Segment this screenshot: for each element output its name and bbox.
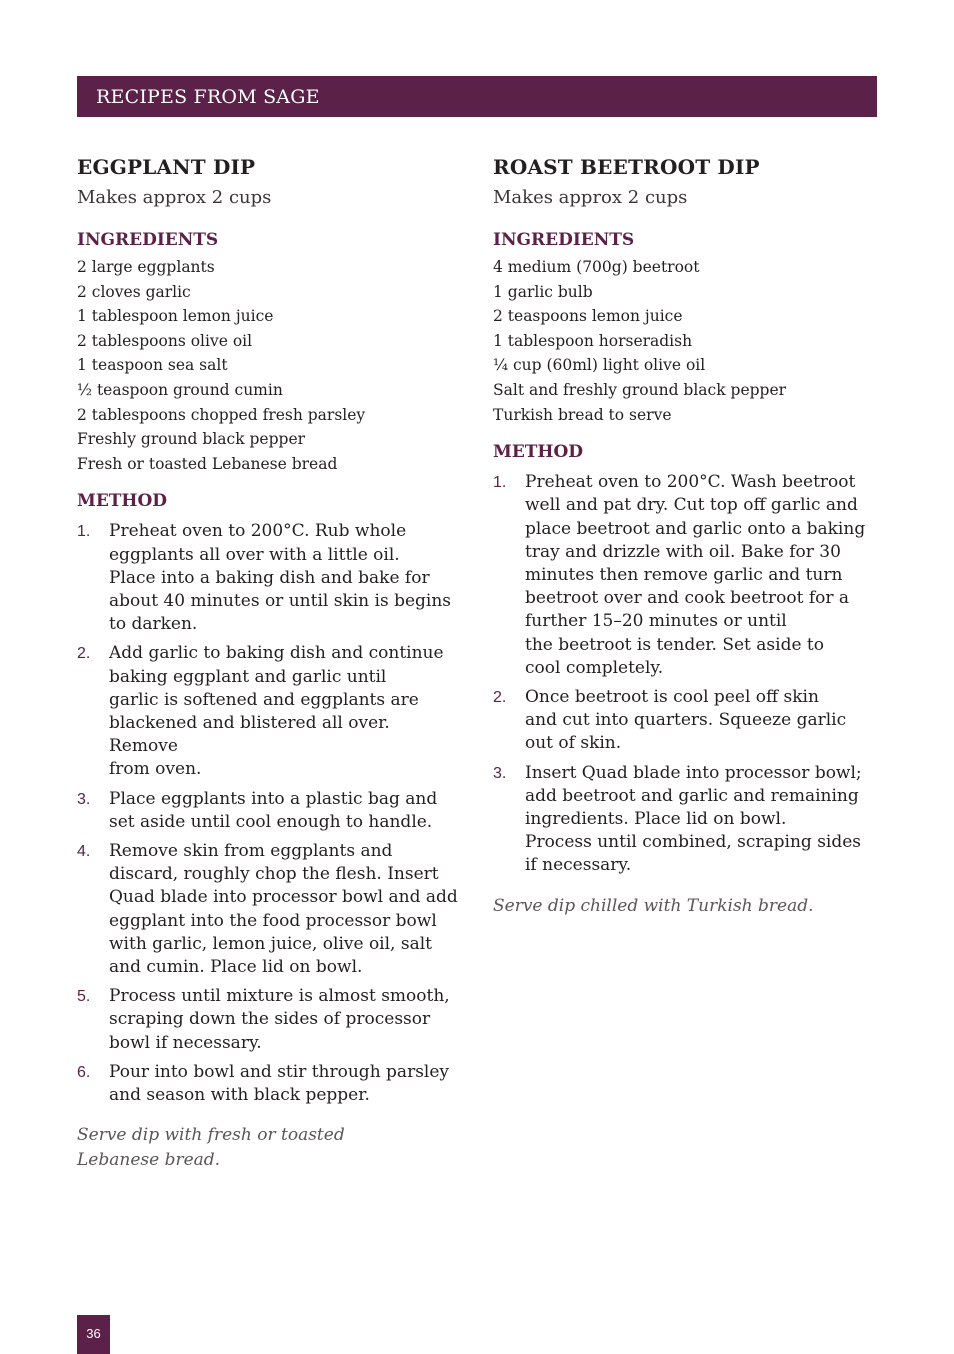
step-text-line: cool completely. [525, 657, 664, 678]
ingredient-item: ¼ cup (60ml) light olive oil [493, 356, 706, 375]
step-text-line: well and pat dry. Cut top off garlic and [525, 495, 858, 516]
step-number: 5. [77, 988, 91, 1006]
step-number: 1. [77, 523, 91, 541]
method-step [77, 840, 462, 979]
step-text-line: Preheat oven to 200°C. Rub whole [109, 521, 407, 542]
method-step [77, 642, 462, 781]
step-text-line: Process until combined, scraping sides [525, 832, 862, 853]
step-text-line: place beetroot and garlic onto a baking [525, 518, 866, 539]
ingredient-item: 1 tablespoon horseradish [493, 331, 693, 350]
step-text-line: Remove skin from eggplants and [109, 840, 393, 861]
step-text-line: beetroot over and cook beetroot for a [525, 588, 850, 609]
step-text-line: and season with black pepper. [109, 1085, 370, 1106]
serving-note-line: Serve dip with fresh or toasted [77, 1125, 345, 1146]
serving-note-line: Serve dip chilled with Turkish bread. [493, 895, 814, 916]
recipe-eggplant-dip [77, 153, 462, 1173]
ingredient-item: Fresh or toasted Lebanese bread [77, 454, 338, 473]
step-number: 6. [77, 1063, 91, 1081]
step-text-line: with garlic, lemon juice, olive oil, salt [109, 933, 432, 954]
recipe-title: EGGPLANT DIP [77, 155, 256, 179]
serving-note [77, 1123, 462, 1173]
step-text-line: eggplant into the food processor bowl [109, 910, 437, 931]
method-step [77, 520, 462, 636]
step-text-line: out of skin. [525, 733, 622, 754]
step-text-line: set aside until cool enough to handle. [109, 811, 433, 832]
step-text-line: tray and drizzle with oil. Bake for 30 [525, 541, 841, 562]
ingredient-item: ½ teaspoon ground cumin [77, 380, 283, 399]
step-text-line: Quad blade into processor bowl and add [109, 887, 458, 908]
method-steps [493, 471, 868, 877]
serving-note [493, 894, 868, 919]
step-number: 1. [493, 474, 507, 492]
recipe-title: ROAST BEETROOT DIP [493, 155, 760, 179]
step-number: 4. [77, 842, 91, 860]
method-step [77, 985, 462, 1055]
method-heading: METHOD [77, 491, 168, 512]
ingredient-item: 2 tablespoons olive oil [77, 331, 253, 350]
step-text-line: Once beetroot is cool peel off skin [525, 686, 819, 707]
step-text-line: bowl if necessary. [109, 1032, 262, 1053]
step-text-line: baking eggplant and garlic until [109, 666, 387, 687]
step-text-line: garlic is softened and eggplants are [109, 689, 419, 710]
serving-note-line: Lebanese bread. [77, 1150, 221, 1171]
ingredient-item: 2 cloves garlic [77, 282, 191, 301]
recipe-yield: Makes approx 2 cups [77, 187, 272, 208]
step-text-line: further 15–20 minutes or until [525, 611, 787, 632]
ingredients-list [493, 255, 868, 427]
page-number-badge [77, 1315, 110, 1354]
method-heading: METHOD [493, 442, 584, 463]
method-step [77, 788, 462, 834]
step-text-line: ingredients. Place lid on bowl. [525, 809, 787, 829]
method-step [493, 762, 868, 878]
step-text-line: Place into a baking dish and bake for [109, 567, 430, 588]
ingredient-item: 2 tablespoons chopped fresh parsley [77, 405, 366, 424]
ingredient-item: 2 large eggplants [77, 258, 215, 276]
banner-title: RECIPES FROM SAGE [96, 86, 320, 108]
ingredients-heading: INGREDIENTS [493, 230, 635, 250]
step-text-line: Pour into bowl and stir through parsley [109, 1061, 450, 1082]
ingredient-item: Turkish bread to serve [493, 405, 672, 424]
step-text-line: discard, roughly chop the flesh. Insert [109, 864, 439, 885]
method-step [77, 1061, 462, 1107]
ingredients-heading: INGREDIENTS [77, 230, 219, 250]
ingredient-item: 1 teaspoon sea salt [77, 356, 228, 375]
page-number: 36 [86, 1326, 101, 1341]
step-text-line: eggplants all over with a little oil. [109, 544, 400, 565]
step-text-line: scraping down the sides of processor [109, 1009, 431, 1030]
method-step [493, 686, 868, 756]
recipe-yield: Makes approx 2 cups [493, 187, 688, 208]
ingredient-item: 1 garlic bulb [493, 282, 593, 301]
step-text-line: Place eggplants into a plastic bag and [109, 788, 438, 809]
ingredient-item: 2 teaspoons lemon juice [493, 307, 683, 326]
step-text-line: if necessary. [525, 855, 632, 876]
recipe-roast-beetroot-dip [493, 153, 868, 919]
ingredient-item: Freshly ground black pepper [77, 430, 306, 449]
ingredient-item: 4 medium (700g) beetroot [493, 258, 700, 276]
step-number: 2. [77, 645, 91, 663]
step-text-line: blackened and blistered all over. Remove [109, 712, 390, 757]
step-text-line: Insert Quad blade into processor bowl; [525, 762, 862, 783]
ingredient-item: 1 tablespoon lemon juice [77, 307, 274, 326]
section-banner [77, 76, 877, 117]
step-number: 3. [77, 790, 91, 808]
step-text-line: and cut into quarters. Squeeze garlic [525, 710, 847, 731]
step-text-line: Preheat oven to 200°C. Wash beetroot [525, 472, 856, 493]
method-steps [77, 520, 462, 1107]
method-step [493, 471, 868, 680]
step-text-line: the beetroot is tender. Set aside to [525, 634, 824, 655]
step-text-line: add beetroot and garlic and remaining [525, 785, 859, 806]
ingredient-item: Salt and freshly ground black pepper [493, 380, 787, 399]
step-text-line: to darken. [109, 614, 198, 635]
step-text-line: about 40 minutes or until skin is begins [109, 590, 452, 611]
step-text-line: minutes then remove garlic and turn [525, 564, 843, 585]
ingredients-list [77, 255, 462, 476]
step-text-line: and cumin. Place lid on bowl. [109, 957, 363, 977]
step-number: 2. [493, 688, 507, 706]
step-text-line: Add garlic to baking dish and continue [109, 643, 444, 664]
step-text-line: from oven. [109, 759, 202, 780]
step-text-line: Process until mixture is almost smooth, [109, 986, 450, 1007]
step-number: 3. [493, 764, 507, 782]
